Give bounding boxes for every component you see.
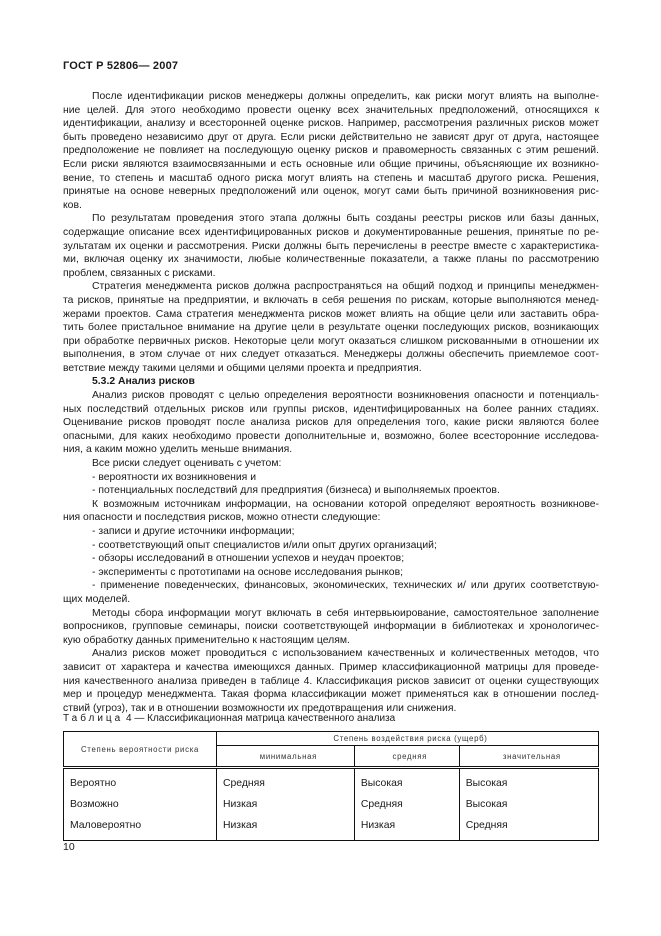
group-header: Степень воздействия риска (ущерб) [333,734,488,743]
classification-matrix-table [63,731,599,841]
text-line: зультатам их оценки и рассмотрения. Риски должны быть перечислены в реестре вместе с характеристика- [63,240,599,252]
table-cell: Высокая [354,768,459,795]
paragraph [63,552,599,566]
text-line: ветствие между такими целями и общими целями проекта и предприятия. [63,362,422,374]
paragraph [63,471,599,485]
table-row [64,768,599,795]
text-line: проблем, связанных с рисками. [63,267,216,279]
text-line: - потенциальных последствий для предприятия (бизнеса) и выполняемых проектов. [92,485,500,497]
column-header: значительная [459,746,598,768]
text-line: По результатам проведения этого этапа должны быть созданы реестры рисков или базы данных, [92,213,599,225]
text-line: Методы сбора информации могут включать в себя интервьюирование, самостоятельное заполнение [92,607,599,619]
text-line: содержащие описание всех идентифицированных рисков и документированные решения, принятые по ре- [63,226,599,238]
page-number: 10 [63,841,75,853]
paragraph [63,498,599,525]
text-line: ние целей. Для этого необходимо провести оценку всех значительных предположений, относящихся к [63,104,599,116]
paragraph [63,212,599,280]
text-line: щих моделей. [63,593,131,605]
text-line: вопросников, групповые семинары, поиски соответствующей информации в библиотеках и хронологичес- [63,621,599,633]
text-line: - записи и другие источники информации; [92,526,295,537]
text-line: вение, то степень и масштаб одного риска могут влиять на степень и масштаб другого риска. Решения, [63,172,599,184]
text-line: После идентификации рисков менеджеры должны определить, как риски могут влиять на выполне- [92,91,599,102]
table-row [64,794,599,815]
table-row [64,815,599,841]
table-cell: Низкая [223,820,258,831]
text-line: Анализ рисков проводят с целью определения вероятности возникновения опасности и потенциаль- [92,390,599,402]
text-line: 5.3.2 Анализ рисков [92,376,195,388]
paragraph [63,484,599,498]
table-cell: Средняя [459,815,598,841]
text-line: тить более пристальное внимание на другие цели в результате оценки последующих рисков, возникающих [63,322,599,334]
table-cell: Низкая [223,799,258,810]
text-line: зависит от характера и качества имеющихся данных. Пример классификационной матрицы для проведе- [63,661,599,673]
table-cell: Низкая [354,815,459,841]
text-line: - обзоры исследований в отношении успехов и неудач проектов; [92,553,405,565]
text-line: ных последствий отдельных рисков или группы рисков, идентифицированных на более ранних стадиях. [63,403,599,415]
paragraph [63,607,599,648]
text-line: - вероятности их возникновения и [92,471,256,483]
text-line: принятые на основе неверных предположений или оценок, могут сами быть причиной возникновения рис- [63,186,599,198]
row-label: Возможно [64,794,217,815]
document-body [63,90,599,715]
text-line: ния качественного анализа приведен в таблице 4. Классификация рисков зависит от оценки существующих [63,675,599,687]
paragraph [63,280,599,375]
text-line: кую обработку данных применительно к настоящим целям. [63,634,350,646]
text-line: предположение не повлияет на последующую оценку рисков и правомерность связанных с этим решений. [63,145,599,157]
text-line: - соответствующий опыт специалистов и/или опыт других организаций; [92,539,437,551]
text-line: Все риски следует оценивать с учетом: [92,458,282,470]
text-line: быть проведено независимо друг от друга. Если риски действительно не зависят друг от друга, настоящее [63,131,599,143]
text-line: Стратегия менеджмента рисков должна распространяться на общий подход и принципы менеджмен- [92,281,599,293]
table-caption-text: 4 — Классификационная матрица качественного анализа [126,713,396,724]
text-line: ков. [63,199,82,211]
paragraph [63,539,599,553]
text-line: при обработке первичных рисков. Некоторые цели могут оказаться слишком рискованными в отношении их [63,335,599,347]
text-line: жерами проектов. Сама стратегия менеджмента рисков может влиять на общие цели или заставить обра- [63,308,599,320]
paragraph [63,525,599,539]
document-header: ГОСТ Р 52806— 2007 [63,60,179,72]
text-line: выполнения, в этом случае от них следует отказаться. Менеджеры должны обеспечить приемлемое соот- [63,349,599,361]
column-header: минимальная [217,746,355,768]
row-label: Вероятно [64,768,217,795]
text-line: - эксперименты с прототипами на основе исследования рынков; [92,566,403,578]
text-line: Если риски являются взаимосвязанными и есть основные или общие причины, объясняющие их возникно- [63,158,599,170]
table-caption-label: Таблица [63,713,124,724]
paragraph [63,90,599,212]
paragraph [63,566,599,580]
paragraph [63,579,599,606]
table-cell: Высокая [459,794,598,815]
row-header: Степень вероятности риска [64,732,217,768]
paragraph [63,457,599,471]
table-cell: Средняя [354,794,459,815]
text-line: ния опасности и последствия рисков, можно отнести следующие: [63,512,381,524]
table-cell: Средняя [223,778,265,789]
text-line: Оценивание рисков проводят после анализа рисков для определения того, какие риски являются более [63,417,599,429]
text-line: ния, а каким можно уделить меньше внимания. [63,444,293,456]
section-heading [63,375,599,389]
text-line: та рисков, принятые на предприятии, и включать в себя решения по рискам, которые выполняются менед- [63,294,599,306]
text-line: мер и процедур менеджмента. Такая форма классификации может применяться как в отношении послед- [63,689,599,701]
table-cell: Высокая [459,768,598,795]
paragraph [63,647,599,715]
column-header: средняя [354,746,459,768]
text-line: ми, включая оценку их значимости, любые количественные показатели, а также планы по рассмотрению [63,254,599,266]
paragraph [63,389,599,457]
text-line: идентификации, анализу и всесторонней оценке рисков. Например, рассмотрения различных рисков может [63,118,599,130]
text-line: Анализ рисков может проводиться с использованием качественных и количественных методов, что [92,648,599,660]
text-line: К возможным источникам информации, на основании которой определяют вероятность возникнове- [92,498,599,510]
row-label: Маловероятно [64,815,217,841]
text-line: ствий (угроз), так и в отношении возможности их предотвращения или снижения. [63,702,457,714]
table-caption [63,713,395,724]
text-line: опасными, для каких необходимо провести дополнительные и, возможно, более всесторонние исследова- [63,430,599,442]
text-line: - применение поведенческих, финансовых, экономических, технических и/ или других соответствую- [92,580,599,592]
